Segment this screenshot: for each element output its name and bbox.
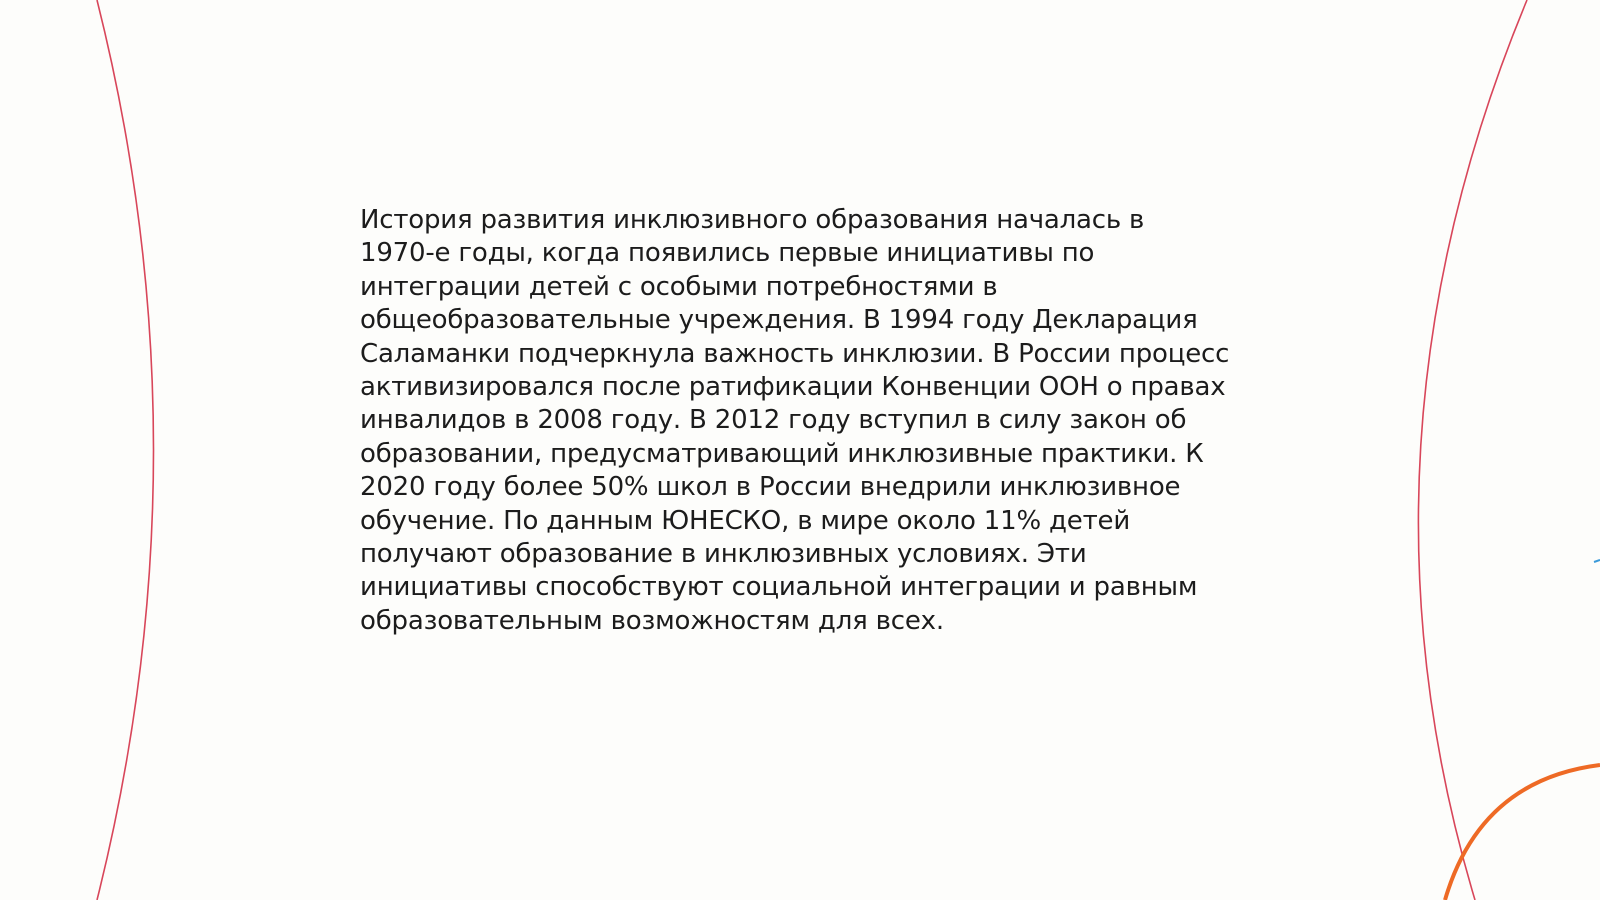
slide-body-text: История развития инклюзивного образования началась в 1970-е годы, когда появились первые инициативы по интеграции детей с особыми потребностями в общеобразовательные учреждения. В 1994 году Декларация Саламанки подчеркнула важность инклюзии. В России процесс активизировался после ратификации Конвенции ООН о правах инвалидов в 2008 году. В 2012 году вступил в силу закон об образовании, предусматривающий инклюзивные практики. К 2020 году более 50% школ в России внедрили инклюзивное обучение. По данным ЮНЕСКО, в мире около 11% детей получают образование в инклюзивных условиях. Эти инициативы способствуют социальной интеграции и равным образовательным возможностям для всех. [360,205,1230,636]
right-edge-blue-mark [1594,560,1600,562]
bottom-right-orange-arc [1445,765,1600,900]
left-red-arc [97,0,154,900]
right-red-arc [1418,0,1527,900]
